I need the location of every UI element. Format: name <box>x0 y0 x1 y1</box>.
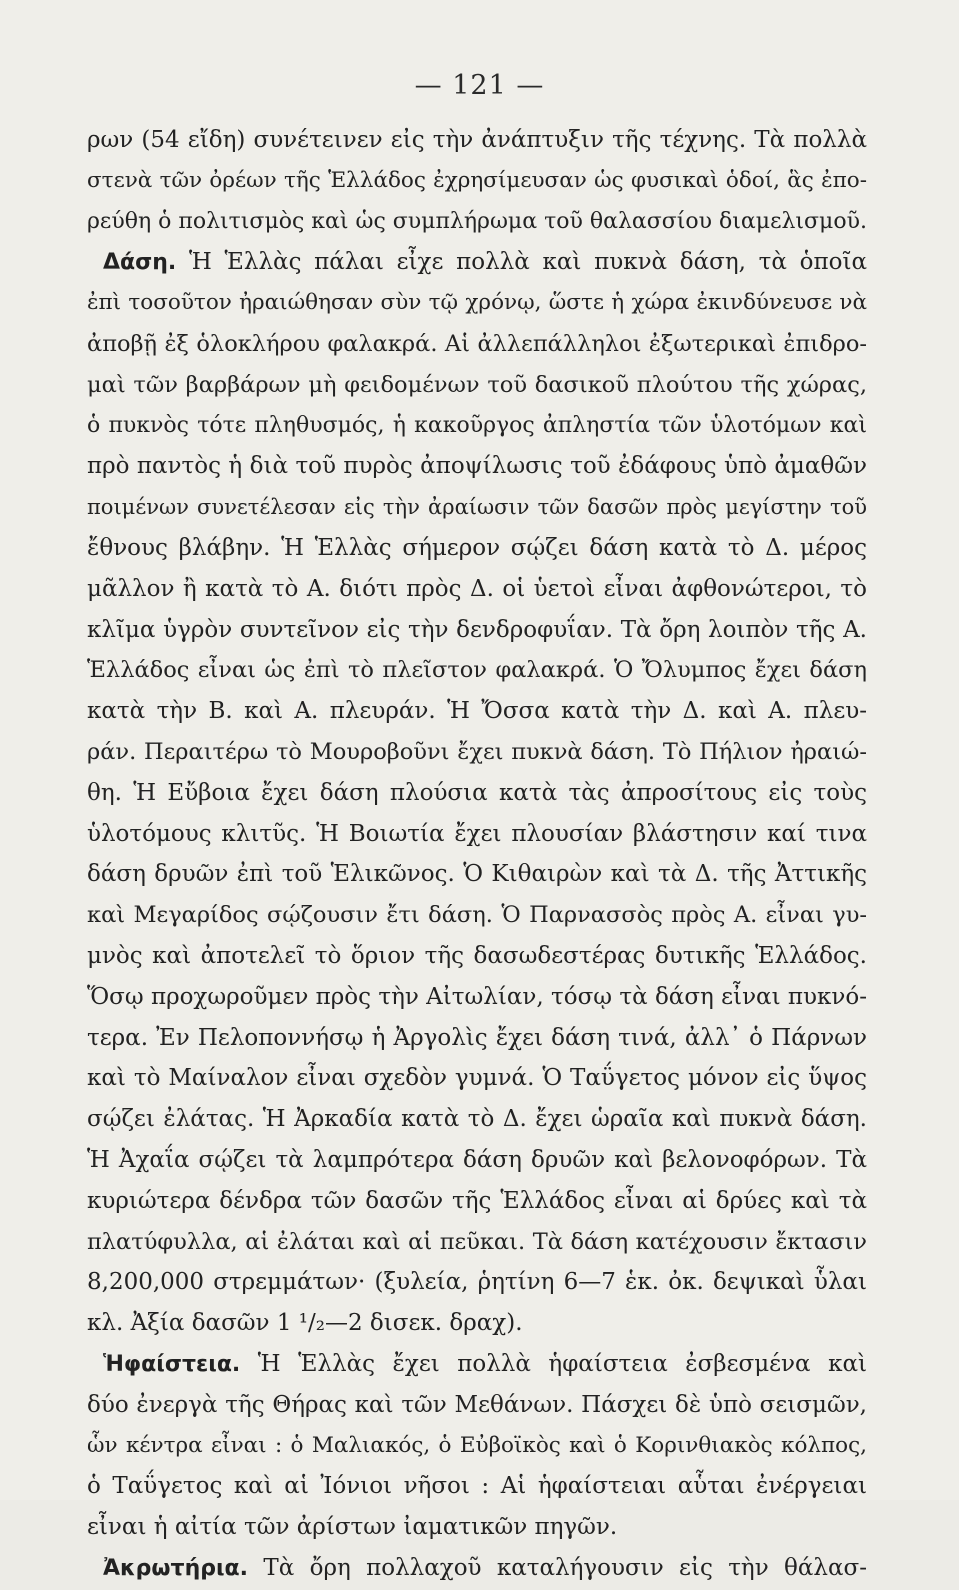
text-line <box>87 854 867 895</box>
line-text: κυριώτερα δένδρα τῶν δασῶν τῆς Ἑλλάδος εἶναι αἱ δρύες καὶ τὰ <box>87 1187 867 1214</box>
text-line <box>87 487 867 528</box>
text-line <box>87 1507 867 1548</box>
line-text: μαὶ τῶν βαρβάρων μὴ φειδομένων τοῦ δασικοῦ πλούτου τῆς χώρας, <box>87 371 867 398</box>
text-line <box>87 936 867 977</box>
text-line <box>87 365 867 406</box>
text-line <box>87 732 867 773</box>
line-text: μᾶλλον ἢ κατὰ τὸ Α. διότι πρὸς Δ. οἱ ὑετοὶ εἶναι ἀφθονώτεροι, τὸ <box>87 575 867 602</box>
text-line <box>87 1222 867 1263</box>
line-text: πρὸ παντὸς ἡ διὰ τοῦ πυρὸς ἀποψίλωσις τοῦ ἐδάφους ὑπὸ ἀμαθῶν <box>87 453 867 480</box>
line-text: καὶ Μεγαρίδος σῴζουσιν ἔτι δάση. Ὁ Παρνασσὸς πρὸς Α. εἶναι γυ- <box>87 902 867 929</box>
text-line <box>87 1262 867 1303</box>
text-line <box>87 1099 867 1140</box>
line-text: Ἡ Ἑλλὰς ἔχει πολλὰ ἡφαίστεια ἐσβεσμένα καὶ <box>240 1350 867 1377</box>
line-text: θη. Ἡ Εὔβοια ἔχει δάση πλούσια κατὰ τὰς ἀπροσίτους εἰς τοὺς <box>87 779 867 806</box>
line-text: καὶ τὸ Μαίναλον εἶναι σχεδὸν γυμνά. Ὁ Ταΰγετος μόνον εἰς ὕψος <box>87 1065 867 1092</box>
text-line <box>87 610 867 651</box>
text-line <box>87 528 867 569</box>
text-line <box>87 283 867 324</box>
line-text: δάση δρυῶν ἐπὶ τοῦ Ἑλικῶνος. Ὁ Κιθαιρὼν καὶ τὰ Δ. τῆς Ἀττικῆς <box>87 861 867 888</box>
line-text: στενὰ τῶν ὀρέων τῆς Ἑλλάδος ἐχρησίμευσαν ὡς φυσικαὶ ὁδοί, ἃς ἐπο- <box>87 167 867 193</box>
line-text: ἀποβῇ ἐξ ὁλοκλήρου φαλακρά. Αἱ ἀλλεπάλληλοι ἐξωτερικαὶ ἐπιδρο- <box>87 330 867 357</box>
line-text: ὑλοτόμους κλιτῦς. Ἡ Βοιωτία ἔχει πλουσίαν βλάστησιν καί τινα <box>87 820 867 847</box>
section-heading: Ἡφαίστεια. <box>103 1351 241 1377</box>
line-text: Ὅσῳ προχωροῦμεν πρὸς τὴν Αἰτωλίαν, τόσῳ τὰ δάση εἶναι πυκνό- <box>87 983 867 1010</box>
text-line <box>87 1466 867 1507</box>
text-line <box>87 650 867 691</box>
text-line <box>87 202 867 243</box>
text-line <box>87 977 867 1018</box>
text-line <box>87 161 867 202</box>
line-text: Τὰ ὄρη πολλαχοῦ καταλήγουσιν εἰς τὴν θάλασ- <box>248 1554 867 1581</box>
text-line <box>87 1181 867 1222</box>
line-text: τερα. Ἐν Πελοποννήσῳ ἡ Ἀργολὶς ἔχει δάση τινά, ἀλλ᾽ ὁ Πάρνων <box>87 1024 867 1051</box>
text-line <box>87 446 867 487</box>
line-text: 8,200,000 στρεμμάτων· (ξυλεία, ῥητίνη 6—7 ἑκ. ὀκ. δεψικαὶ ὗλαι <box>87 1269 867 1296</box>
line-text: Ἑλλάδος εἶναι ὡς ἐπὶ τὸ πλεῖστον φαλακρά. Ὁ Ὄλυμπος ἔχει δάση <box>87 657 867 684</box>
line-text: Ἡ Ἑλλὰς πάλαι εἶχε πολλὰ καὶ πυκνὰ δάση, τὰ ὁποῖα <box>176 249 867 276</box>
line-text: ρεύθη ὁ πολιτισμὸς καὶ ὡς συμπλήρωμα τοῦ θαλασσίου διαμελισμοῦ. <box>87 208 867 234</box>
line-text: πλατύφυλλα, αἱ ἐλάται καὶ αἱ πεῦκαι. Τὰ δάση κατέχουσιν ἔκτασιν <box>87 1228 867 1255</box>
text-line <box>87 1058 867 1099</box>
section-heading-line <box>87 242 867 283</box>
line-text: ράν. Περαιτέρω τὸ Μουροβοῦνι ἔχει πυκνὰ δάση. Τὸ Πήλιον ἠραιώ- <box>87 738 867 765</box>
section-heading: Δάση. <box>103 250 177 276</box>
line-text: κατὰ τὴν Β. καὶ Α. πλευράν. Ἡ Ὄσσα κατὰ τὴν Δ. καὶ Α. πλευ- <box>87 698 867 725</box>
text-line <box>87 406 867 447</box>
text-line <box>87 895 867 936</box>
section-heading-line <box>87 1548 867 1589</box>
section-heading-line <box>87 1344 867 1385</box>
text-line <box>87 1385 867 1426</box>
body-text <box>87 120 867 1589</box>
text-line <box>87 773 867 814</box>
line-text: μνὸς καὶ ἀποτελεῖ τὸ ὅριον τῆς δασωδεστέρας δυτικῆς Ἑλλάδος. <box>87 942 867 969</box>
line-text: ὧν κέντρα εἶναι : ὁ Μαλιακός, ὁ Εὐβοϊκὸς καὶ ὁ Κορινθιακὸς κόλπος, <box>87 1432 867 1458</box>
text-line <box>87 691 867 732</box>
page-number: — 121 — <box>414 70 545 101</box>
line-text: ὁ πυκνὸς τότε πληθυσμός, ἡ κακοῦργος ἀπληστία τῶν ὑλοτόμων καὶ <box>87 412 867 438</box>
line-text: ποιμένων συνετέλεσαν εἰς τὴν ἀραίωσιν τῶν δασῶν πρὸς μεγίστην τοῦ <box>87 495 867 520</box>
text-line <box>87 1018 867 1059</box>
line-text: ρων (54 εἴδη) συνέτεινεν εἰς τὴν ἀνάπτυξιν τῆς τέχνης. Τὰ πολλὰ <box>87 127 867 153</box>
line-text: κλῖμα ὑγρὸν συντεῖνον εἰς τὴν δενδροφυΐαν. Τὰ ὄρη λοιπὸν τῆς Α. <box>87 616 867 643</box>
text-line <box>87 1140 867 1181</box>
line-text: κλ. Ἀξία δασῶν 1 ¹/₂—2 δισεκ. δραχ). <box>87 1310 523 1337</box>
line-text: δύο ἐνεργὰ τῆς Θήρας καὶ τῶν Μεθάνων. Πάσχει δὲ ὑπὸ σεισμῶν, <box>87 1391 867 1418</box>
text-line <box>87 120 867 161</box>
text-line <box>87 814 867 855</box>
line-text: ἔθνους βλάβην. Ἡ Ἑλλὰς σήμερον σῴζει δάση κατὰ τὸ Δ. μέρος <box>87 534 867 561</box>
line-text: ὁ Ταΰγετος καὶ αἱ Ἰόνιοι νῆσοι : Αἱ ἡφαίστειαι αὗται ἐνέργειαι <box>87 1473 867 1500</box>
section-heading: Ἀκρωτήρια. <box>103 1555 249 1581</box>
line-text: ἐπὶ τοσοῦτον ἠραιώθησαν σὺν τῷ χρόνῳ, ὥστε ἡ χώρα ἐκινδύνευσε νὰ <box>87 290 867 316</box>
line-text: Ἡ Ἀχαΐα σῴζει τὰ λαμπρότερα δάση δρυῶν καὶ βελονοφόρων. Τὰ <box>87 1146 867 1173</box>
line-text: εἶναι ἡ αἰτία τῶν ἀρίστων ἰαματικῶν πηγῶν. <box>87 1514 618 1541</box>
text-line <box>87 569 867 610</box>
text-line <box>87 1303 867 1344</box>
text-line <box>87 1426 867 1467</box>
text-line <box>87 324 867 365</box>
line-text: σῴζει ἐλάτας. Ἡ Ἀρκαδία κατὰ τὸ Δ. ἔχει ὡραῖα καὶ πυκνὰ δάση. <box>87 1106 867 1133</box>
